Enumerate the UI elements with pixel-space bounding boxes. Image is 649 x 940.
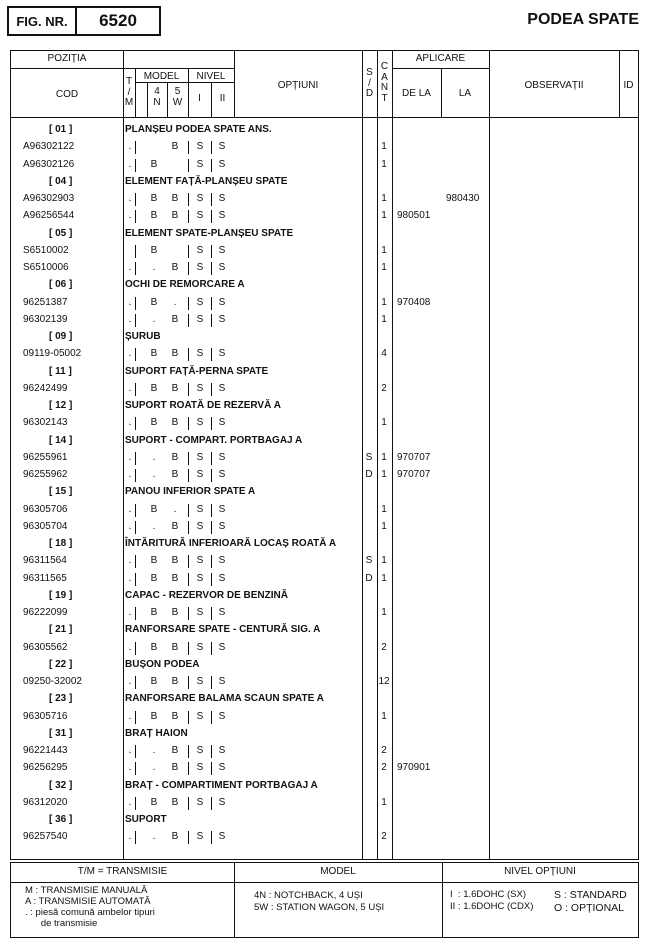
- nivel-2-cell: S: [218, 348, 226, 360]
- cant-cell: 2: [381, 762, 387, 774]
- nivel-2-cell: S: [218, 158, 226, 170]
- col-nivel-1: I: [198, 93, 201, 104]
- cant-cell: 2: [381, 641, 387, 653]
- model-4n-cell: B: [150, 503, 158, 515]
- part-code: 96312020: [23, 796, 68, 808]
- model-5w-cell: B: [171, 520, 179, 532]
- position-number: [ 04 ]: [49, 175, 73, 187]
- nivel-2-cell: S: [218, 451, 226, 463]
- col-de-la: DE LA: [402, 88, 431, 99]
- tm-cell: .: [128, 745, 132, 756]
- col-cant: C A N T: [380, 61, 389, 104]
- position-number: [ 14 ]: [49, 434, 73, 446]
- cant-cell: 1: [381, 158, 387, 170]
- part-code: A96302122: [23, 141, 75, 153]
- col-model-4n: 4 N: [153, 86, 161, 108]
- nivel-1-cell: S: [196, 469, 204, 480]
- legend-transmission: [11, 863, 234, 937]
- cant-cell: 1: [381, 262, 387, 273]
- model-4n-cell: B: [150, 348, 158, 360]
- part-code: S6510006: [23, 262, 69, 273]
- legend-tm-line: . : piesă comună ambelor tipuri: [25, 907, 155, 918]
- model-5w-cell: B: [171, 193, 179, 204]
- tm-cell: .: [128, 382, 132, 394]
- nivel-1-cell: S: [196, 572, 204, 584]
- part-code: 96302143: [23, 417, 68, 429]
- nivel-1-cell: S: [196, 417, 204, 429]
- col-observatii: OBSERVAȚII: [524, 80, 584, 91]
- position-number: [ 09 ]: [49, 331, 73, 342]
- cant-cell: 1: [381, 210, 387, 222]
- group-row: [11, 277, 638, 294]
- nivel-1-cell: S: [196, 262, 204, 273]
- group-row: [11, 812, 638, 829]
- cant-cell: 2: [381, 382, 387, 394]
- group-title: SUPORT ROATĂ DE REZERVĂ A: [125, 400, 281, 411]
- model-4n-cell: B: [150, 676, 158, 687]
- nivel-1-cell: S: [196, 710, 204, 722]
- tm-cell: .: [128, 262, 132, 273]
- part-row: [11, 191, 638, 208]
- position-number: [ 11 ]: [49, 365, 72, 377]
- cant-cell: 4: [381, 348, 387, 360]
- part-code: 09119-05002: [23, 348, 82, 360]
- tm-cell: .: [128, 520, 132, 532]
- de-la-cell: 970707: [397, 451, 431, 463]
- group-row: [11, 226, 638, 243]
- position-number: [ 31 ]: [49, 727, 73, 739]
- nivel-2-cell: S: [218, 417, 226, 429]
- group-row: [11, 174, 638, 191]
- legend: [10, 862, 639, 938]
- model-4n-cell: .: [152, 451, 156, 463]
- group-row: [11, 364, 638, 381]
- group-row: [11, 588, 638, 605]
- nivel-1-cell: S: [196, 831, 204, 843]
- part-row: [11, 502, 638, 519]
- group-row: [11, 691, 638, 708]
- part-code: 96305716: [23, 710, 68, 722]
- col-nivel-2: II: [219, 93, 226, 104]
- cant-cell: 1: [381, 710, 387, 722]
- cant-cell: 1: [381, 520, 387, 532]
- legend-model-line: 4N : NOTCHBACK, 4 UȘI: [254, 890, 363, 901]
- model-5w-cell: B: [171, 676, 179, 687]
- model-5w-cell: B: [171, 382, 179, 394]
- group-title: OCHI DE REMORCARE A: [125, 279, 245, 291]
- legend-nivel-heading: NIVEL OPȚIUNI: [504, 866, 576, 877]
- group-title: ELEMENT FAȚĂ-PLANȘEU SPATE: [125, 175, 288, 187]
- cant-cell: 1: [381, 572, 387, 584]
- part-code: 96311565: [23, 572, 67, 584]
- tm-cell: .: [128, 348, 132, 360]
- legend-nivel: [442, 863, 638, 937]
- model-5w-cell: B: [171, 210, 179, 222]
- cant-cell: 1: [381, 607, 387, 618]
- nivel-2-cell: S: [218, 745, 226, 756]
- col-sd: S / D: [365, 67, 374, 99]
- part-row: [11, 605, 638, 622]
- legend-tm-line: de transmisie: [25, 918, 98, 929]
- tm-cell: .: [128, 572, 132, 584]
- nivel-1-cell: S: [196, 676, 204, 687]
- group-row: [11, 726, 638, 743]
- model-5w-cell: B: [171, 417, 179, 429]
- part-code: 96302139: [23, 313, 68, 325]
- de-la-cell: 970408: [397, 296, 431, 308]
- model-4n-cell: .: [152, 262, 156, 273]
- legend-nivel-code: S : STANDARD: [554, 889, 627, 901]
- col-cod: COD: [55, 89, 79, 100]
- nivel-1-cell: S: [196, 382, 204, 394]
- part-code: 96257540: [23, 831, 68, 843]
- nivel-1-cell: S: [196, 348, 204, 360]
- part-row: [11, 260, 638, 277]
- col-tm: T / M: [124, 76, 134, 108]
- fig-number-box: [7, 6, 161, 36]
- part-row: [11, 243, 638, 260]
- tm-cell: .: [128, 158, 132, 170]
- cant-cell: 1: [381, 141, 387, 153]
- part-code: A96256544: [23, 210, 75, 222]
- position-number: [ 23 ]: [49, 693, 73, 705]
- nivel-2-cell: S: [218, 796, 226, 808]
- nivel-2-cell: S: [218, 520, 226, 532]
- group-title: BRAȚ HAION: [125, 727, 188, 739]
- model-4n-cell: B: [150, 193, 158, 204]
- model-4n-cell: B: [150, 607, 158, 618]
- model-5w-cell: B: [171, 572, 179, 584]
- position-number: [ 15 ]: [49, 486, 73, 498]
- tm-cell: .: [128, 210, 132, 222]
- model-5w-cell: B: [171, 710, 179, 722]
- position-number: [ 18 ]: [49, 538, 73, 549]
- part-row: [11, 553, 638, 570]
- group-title: CAPAC - REZERVOR DE BENZINĂ: [125, 589, 288, 601]
- legend-tm-line: A : TRANSMISIE AUTOMATĂ: [25, 896, 151, 907]
- part-code: A96302903: [23, 193, 75, 204]
- page-title: PODEA SPATE: [527, 11, 639, 28]
- nivel-2-cell: S: [218, 503, 226, 515]
- position-number: [ 36 ]: [49, 814, 73, 825]
- tm-cell: .: [128, 607, 132, 618]
- legend-model: [234, 863, 442, 937]
- part-row: [11, 571, 638, 588]
- part-code: 96222099: [23, 607, 68, 618]
- de-la-cell: 970901: [397, 762, 431, 774]
- part-row: [11, 709, 638, 726]
- tm-cell: .: [128, 503, 132, 515]
- de-la-cell: 980501: [397, 210, 431, 222]
- group-title: BRAȚ - COMPARTIMENT PORTBAGAJ A: [125, 779, 318, 791]
- group-title: PANOU INFERIOR SPATE A: [125, 486, 256, 498]
- position-number: [ 22 ]: [49, 658, 73, 670]
- legend-tm-line: M : TRANSMISIE MANUALĂ: [25, 885, 148, 896]
- model-5w-cell: .: [173, 296, 177, 308]
- tm-cell: .: [128, 417, 132, 429]
- la-cell: 980430: [446, 193, 480, 204]
- legend-nivel-code: O : OPȚIONAL: [554, 902, 625, 914]
- model-4n-cell: B: [150, 158, 158, 170]
- nivel-2-cell: S: [218, 469, 226, 480]
- tm-cell: .: [128, 641, 132, 653]
- part-code: 96255962: [23, 469, 68, 480]
- cant-cell: 1: [381, 796, 387, 808]
- cant-cell: 1: [381, 296, 387, 308]
- model-5w-cell: B: [171, 262, 179, 273]
- cant-cell: 1: [381, 193, 387, 204]
- model-5w-cell: B: [171, 451, 179, 463]
- nivel-2-cell: S: [218, 244, 226, 256]
- group-row: [11, 484, 638, 501]
- group-row: [11, 433, 638, 450]
- cant-cell: 1: [381, 417, 387, 429]
- nivel-2-cell: S: [218, 210, 226, 222]
- part-row: [11, 760, 638, 777]
- nivel-1-cell: S: [196, 451, 204, 463]
- part-row: [11, 415, 638, 432]
- nivel-2-cell: S: [218, 313, 226, 325]
- model-4n-cell: .: [152, 831, 156, 843]
- model-4n-cell: .: [152, 469, 156, 480]
- model-4n-cell: B: [150, 641, 158, 653]
- position-number: [ 05 ]: [49, 227, 73, 239]
- tm-cell: .: [128, 831, 132, 843]
- model-5w-cell: B: [171, 607, 179, 618]
- part-row: [11, 467, 638, 484]
- tm-cell: .: [128, 141, 132, 153]
- nivel-1-cell: S: [196, 641, 204, 653]
- tm-cell: .: [128, 296, 132, 308]
- tm-cell: .: [128, 451, 132, 463]
- group-title: PLANȘEU PODEA SPATE ANS.: [125, 124, 272, 135]
- col-id: ID: [623, 80, 634, 91]
- part-row: [11, 381, 638, 398]
- part-code: S6510002: [23, 244, 69, 256]
- model-4n-cell: .: [152, 745, 156, 756]
- model-4n-cell: B: [150, 796, 158, 808]
- group-row: [11, 778, 638, 795]
- parts-table: [10, 50, 639, 860]
- group-title: RANFORSARE BALAMA SCAUN SPATE A: [125, 693, 324, 705]
- position-number: [ 21 ]: [49, 624, 73, 636]
- part-row: [11, 312, 638, 329]
- group-title: ELEMENT SPATE-PLANȘEU SPATE: [125, 227, 294, 239]
- part-row: [11, 674, 638, 691]
- model-5w-cell: B: [171, 555, 179, 567]
- nivel-1-cell: S: [196, 210, 204, 222]
- model-4n-cell: B: [150, 417, 158, 429]
- part-code: 96221443: [23, 745, 68, 756]
- nivel-1-cell: S: [196, 555, 204, 567]
- position-number: [ 06 ]: [49, 279, 73, 291]
- cant-cell: 1: [381, 503, 387, 515]
- position-number: [ 32 ]: [49, 779, 73, 791]
- model-5w-cell: B: [171, 641, 179, 653]
- sd-cell: S: [365, 555, 373, 567]
- part-row: [11, 139, 638, 156]
- nivel-1-cell: S: [196, 520, 204, 532]
- nivel-1-cell: S: [196, 313, 204, 325]
- group-title: SUPORT FAȚĂ-PERNA SPATE: [125, 365, 269, 377]
- nivel-2-cell: S: [218, 141, 226, 153]
- group-title: ȘURUB: [125, 331, 161, 342]
- part-row: [11, 208, 638, 225]
- tm-cell: .: [128, 469, 132, 480]
- nivel-1-cell: S: [196, 141, 204, 153]
- model-5w-cell: B: [171, 831, 179, 843]
- nivel-1-cell: S: [196, 796, 204, 808]
- nivel-1-cell: S: [196, 158, 204, 170]
- part-row: [11, 346, 638, 363]
- legend-model-line: 5W : STATION WAGON, 5 UȘI: [254, 902, 385, 913]
- model-4n-cell: B: [150, 555, 158, 567]
- cant-cell: 12: [378, 676, 390, 687]
- model-5w-cell: B: [171, 796, 179, 808]
- nivel-1-cell: S: [196, 296, 204, 308]
- group-row: [11, 622, 638, 639]
- nivel-1-cell: S: [196, 762, 204, 774]
- tm-cell: .: [128, 710, 132, 722]
- nivel-2-cell: S: [218, 762, 226, 774]
- part-row: [11, 519, 638, 536]
- part-row: [11, 829, 638, 846]
- group-row: [11, 329, 638, 346]
- model-4n-cell: B: [150, 244, 158, 256]
- model-5w-cell: .: [173, 503, 177, 515]
- tm-cell: .: [128, 193, 132, 204]
- col-pozitia: POZIȚIA: [47, 53, 87, 64]
- tm-cell: .: [128, 762, 132, 774]
- model-5w-cell: B: [171, 745, 179, 756]
- group-title: SUPORT - COMPART. PORTBAGAJ A: [125, 434, 303, 446]
- cant-cell: 1: [381, 469, 387, 480]
- nivel-2-cell: S: [218, 641, 226, 653]
- tm-cell: .: [128, 313, 132, 325]
- part-code: A96302126: [23, 158, 75, 170]
- nivel-2-cell: S: [218, 607, 226, 618]
- nivel-2-cell: S: [218, 262, 226, 273]
- cant-cell: 2: [381, 745, 387, 756]
- model-4n-cell: B: [150, 210, 158, 222]
- cant-cell: 1: [381, 244, 387, 256]
- cant-cell: 1: [381, 313, 387, 325]
- part-code: 96305562: [23, 641, 68, 653]
- model-5w-cell: B: [171, 762, 179, 774]
- model-4n-cell: .: [152, 520, 156, 532]
- nivel-2-cell: S: [218, 382, 226, 394]
- legend-model-heading: MODEL: [320, 866, 356, 877]
- model-5w-cell: B: [171, 141, 179, 153]
- group-title: RANFORSARE SPATE - CENTURĂ SIG. A: [125, 624, 321, 636]
- col-optiuni: OPȚIUNI: [277, 80, 319, 91]
- col-la: LA: [458, 88, 472, 99]
- fig-number: 6520: [99, 11, 137, 30]
- nivel-1-cell: S: [196, 607, 204, 618]
- tm-cell: .: [128, 676, 132, 687]
- sd-cell: D: [365, 572, 373, 584]
- nivel-2-cell: S: [218, 296, 226, 308]
- group-row: [11, 657, 638, 674]
- nivel-1-cell: S: [196, 244, 204, 256]
- model-5w-cell: B: [171, 348, 179, 360]
- model-4n-cell: B: [150, 572, 158, 584]
- nivel-2-cell: S: [218, 193, 226, 204]
- part-row: [11, 795, 638, 812]
- col-model-5w: 5 W: [172, 86, 183, 108]
- nivel-2-cell: S: [218, 676, 226, 687]
- sd-cell: S: [365, 451, 373, 463]
- nivel-1-cell: S: [196, 503, 204, 515]
- nivel-1-cell: S: [196, 193, 204, 204]
- tm-cell: .: [128, 796, 132, 808]
- col-nivel: NIVEL: [196, 71, 226, 82]
- part-code: 96305704: [23, 520, 68, 532]
- part-row: [11, 640, 638, 657]
- part-code: 96305706: [23, 503, 68, 515]
- part-row: [11, 295, 638, 312]
- part-code: 96311564: [23, 555, 67, 567]
- nivel-2-cell: S: [218, 555, 226, 567]
- part-code: 96256295: [23, 762, 68, 774]
- part-row: [11, 743, 638, 760]
- model-4n-cell: .: [152, 313, 156, 325]
- group-row: [11, 122, 638, 139]
- col-model: MODEL: [143, 71, 180, 82]
- legend-tm-heading: T/M = TRANSMISIE: [77, 866, 168, 877]
- position-number: [ 19 ]: [49, 589, 73, 601]
- part-row: [11, 157, 638, 174]
- tm-cell: .: [128, 555, 132, 567]
- model-4n-cell: B: [150, 710, 158, 722]
- position-number: [ 01 ]: [49, 124, 73, 135]
- part-code: 09250-32002: [23, 676, 82, 687]
- col-aplicare: APLICARE: [415, 53, 466, 64]
- part-code: 96251387: [23, 296, 68, 308]
- de-la-cell: 970707: [397, 469, 431, 480]
- nivel-2-cell: S: [218, 831, 226, 843]
- nivel-1-cell: S: [196, 745, 204, 756]
- legend-nivel-line: II : 1.6DOHC (CDX): [450, 901, 534, 912]
- group-title: BUȘON PODEA: [125, 658, 200, 670]
- model-4n-cell: B: [150, 382, 158, 394]
- group-row: [11, 536, 638, 553]
- legend-nivel-line: I : 1.6DOHC (SX): [450, 889, 527, 900]
- nivel-2-cell: S: [218, 710, 226, 722]
- part-code: 96242499: [23, 382, 68, 394]
- model-4n-cell: B: [150, 296, 158, 308]
- model-5w-cell: B: [171, 313, 179, 325]
- group-row: [11, 398, 638, 415]
- model-5w-cell: B: [171, 469, 179, 480]
- part-code: 96255961: [23, 451, 68, 463]
- position-number: [ 12 ]: [49, 400, 73, 411]
- cant-cell: 1: [381, 555, 387, 567]
- cant-cell: 2: [381, 831, 387, 843]
- sd-cell: D: [365, 469, 373, 480]
- nivel-2-cell: S: [218, 572, 226, 584]
- model-4n-cell: .: [152, 762, 156, 774]
- part-row: [11, 450, 638, 467]
- group-title: SUPORT: [125, 814, 167, 825]
- fig-label: FIG. NR.: [9, 8, 77, 34]
- group-title: ÎNTĂRITURĂ INFERIOARĂ LOCAȘ ROATĂ A: [125, 538, 337, 549]
- cant-cell: 1: [381, 451, 387, 463]
